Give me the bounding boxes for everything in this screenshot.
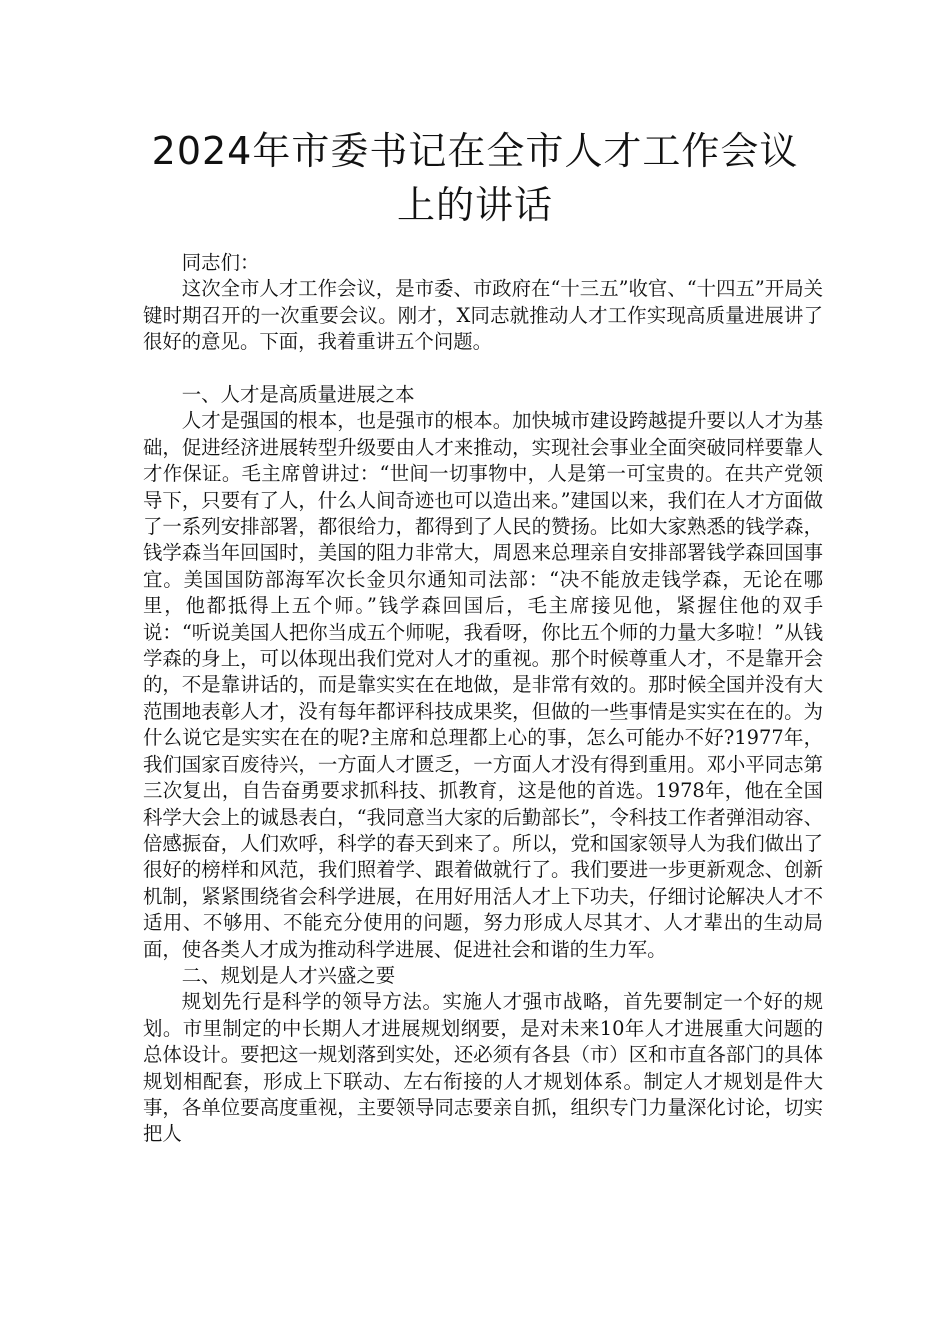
section-paragraph-2: 规划先行是科学的领导方法。实施人才强市战略，首先要制定一个好的规划。市里制定的中长期人才进展规划纲要，是对未来10年人才进展重大问题的总体设计。要把这一规划落到实处，还必须有各县（市）区和市直各部门的具体规划相配套，形成上下联动、左右衔接的人才规划体系。制定人才规划是件大事，各单位要高度重视，主要领导同志要亲自抓，组织专门力量深化讨论，切实把人	[143, 990, 823, 1146]
section-paragraph-1: 人才是强国的根本，也是强市的根本。加快城市建设跨越提升要以人才为基础，促进经济进展转型升级要由人才来推动，实现社会事业全面突破同样要靠人才作保证。毛主席曾讲过：“世间一切事物中，人是第一可宝贵的。在共产党领导下，只要有了人，什么人间奇迹也可以造出来。”建国以来，我们在人才方面做了一系列安排部署，都很给力，都得到了人民的赞扬。比如大家熟悉的钱学森，钱学森当年回国时，美国的阻力非常大，周恩来总理亲自安排部署钱学森回国事宜。美国国防部海军次长金贝尔通知司法部：“决不能放走钱学森，无论在哪里，他都抵得上五个师。”钱学森回国后，毛主席接见他，紧握住他的双手说：“听说美国人把你当成五个师呢，我看呀，你比五个师的力量大多啦！”从钱学森的身上，可以体现出我们党对人才的重视。那个时候尊重人才，不是靠开会的，不是靠讲话的，而是靠实实在在地做，是非常有效的。那时候全国并没有大范围地表彰人才，没有每年都评科技成果奖，但做的一些事情是实实在在的。为什么说它是实实在在的呢?主席和总理都上心的事，怎么可能办不好?1977年，我们国家百废待兴，一方面人才匮乏，一方面人才没有得到重用。邓小平同志第三次复出，自告奋勇要求抓科技、抓教育，这是他的首选。1978年，他在全国科学大会上的诚恳表白，“我同意当大家的后勤部长”，令科技工作者弹泪动容、倍感振奋，人们欢呼，科学的春天到来了。所以，党和国家领导人为我们做出了很好的榜样和风范，我们照着学、跟着做就行了。我们要进一步更新观念、创新机制，紧紧围绕省会科学进展，在用好用活人才上下功夫，仔细讨论解决人才不适用、不够用、不能充分使用的问题，努力形成人尽其才、人才辈出的生动局面，使各类人才成为推动科学进展、促进社会和谐的生力军。	[143, 409, 823, 961]
document-body	[143, 250, 823, 1148]
section-heading-2: 二、规划是人才兴盛之要	[181, 963, 396, 987]
salutation: 同志们：	[181, 251, 260, 274]
paragraph-gap	[143, 356, 823, 382]
document-title: 2024年市委书记在全市人才工作会议上的讲话	[151, 129, 799, 227]
section-heading-1: 一、人才是高质量进展之本	[181, 383, 415, 407]
intro-paragraph: 这次全市人才工作会议，是市委、市政府在“十三五”收官、“十四五”开局关键时期召开的一次重要会议。刚才，X同志就推动人才工作实现高质量进展讲了很好的意见。下面，我着重讲五个问题。	[143, 277, 823, 354]
